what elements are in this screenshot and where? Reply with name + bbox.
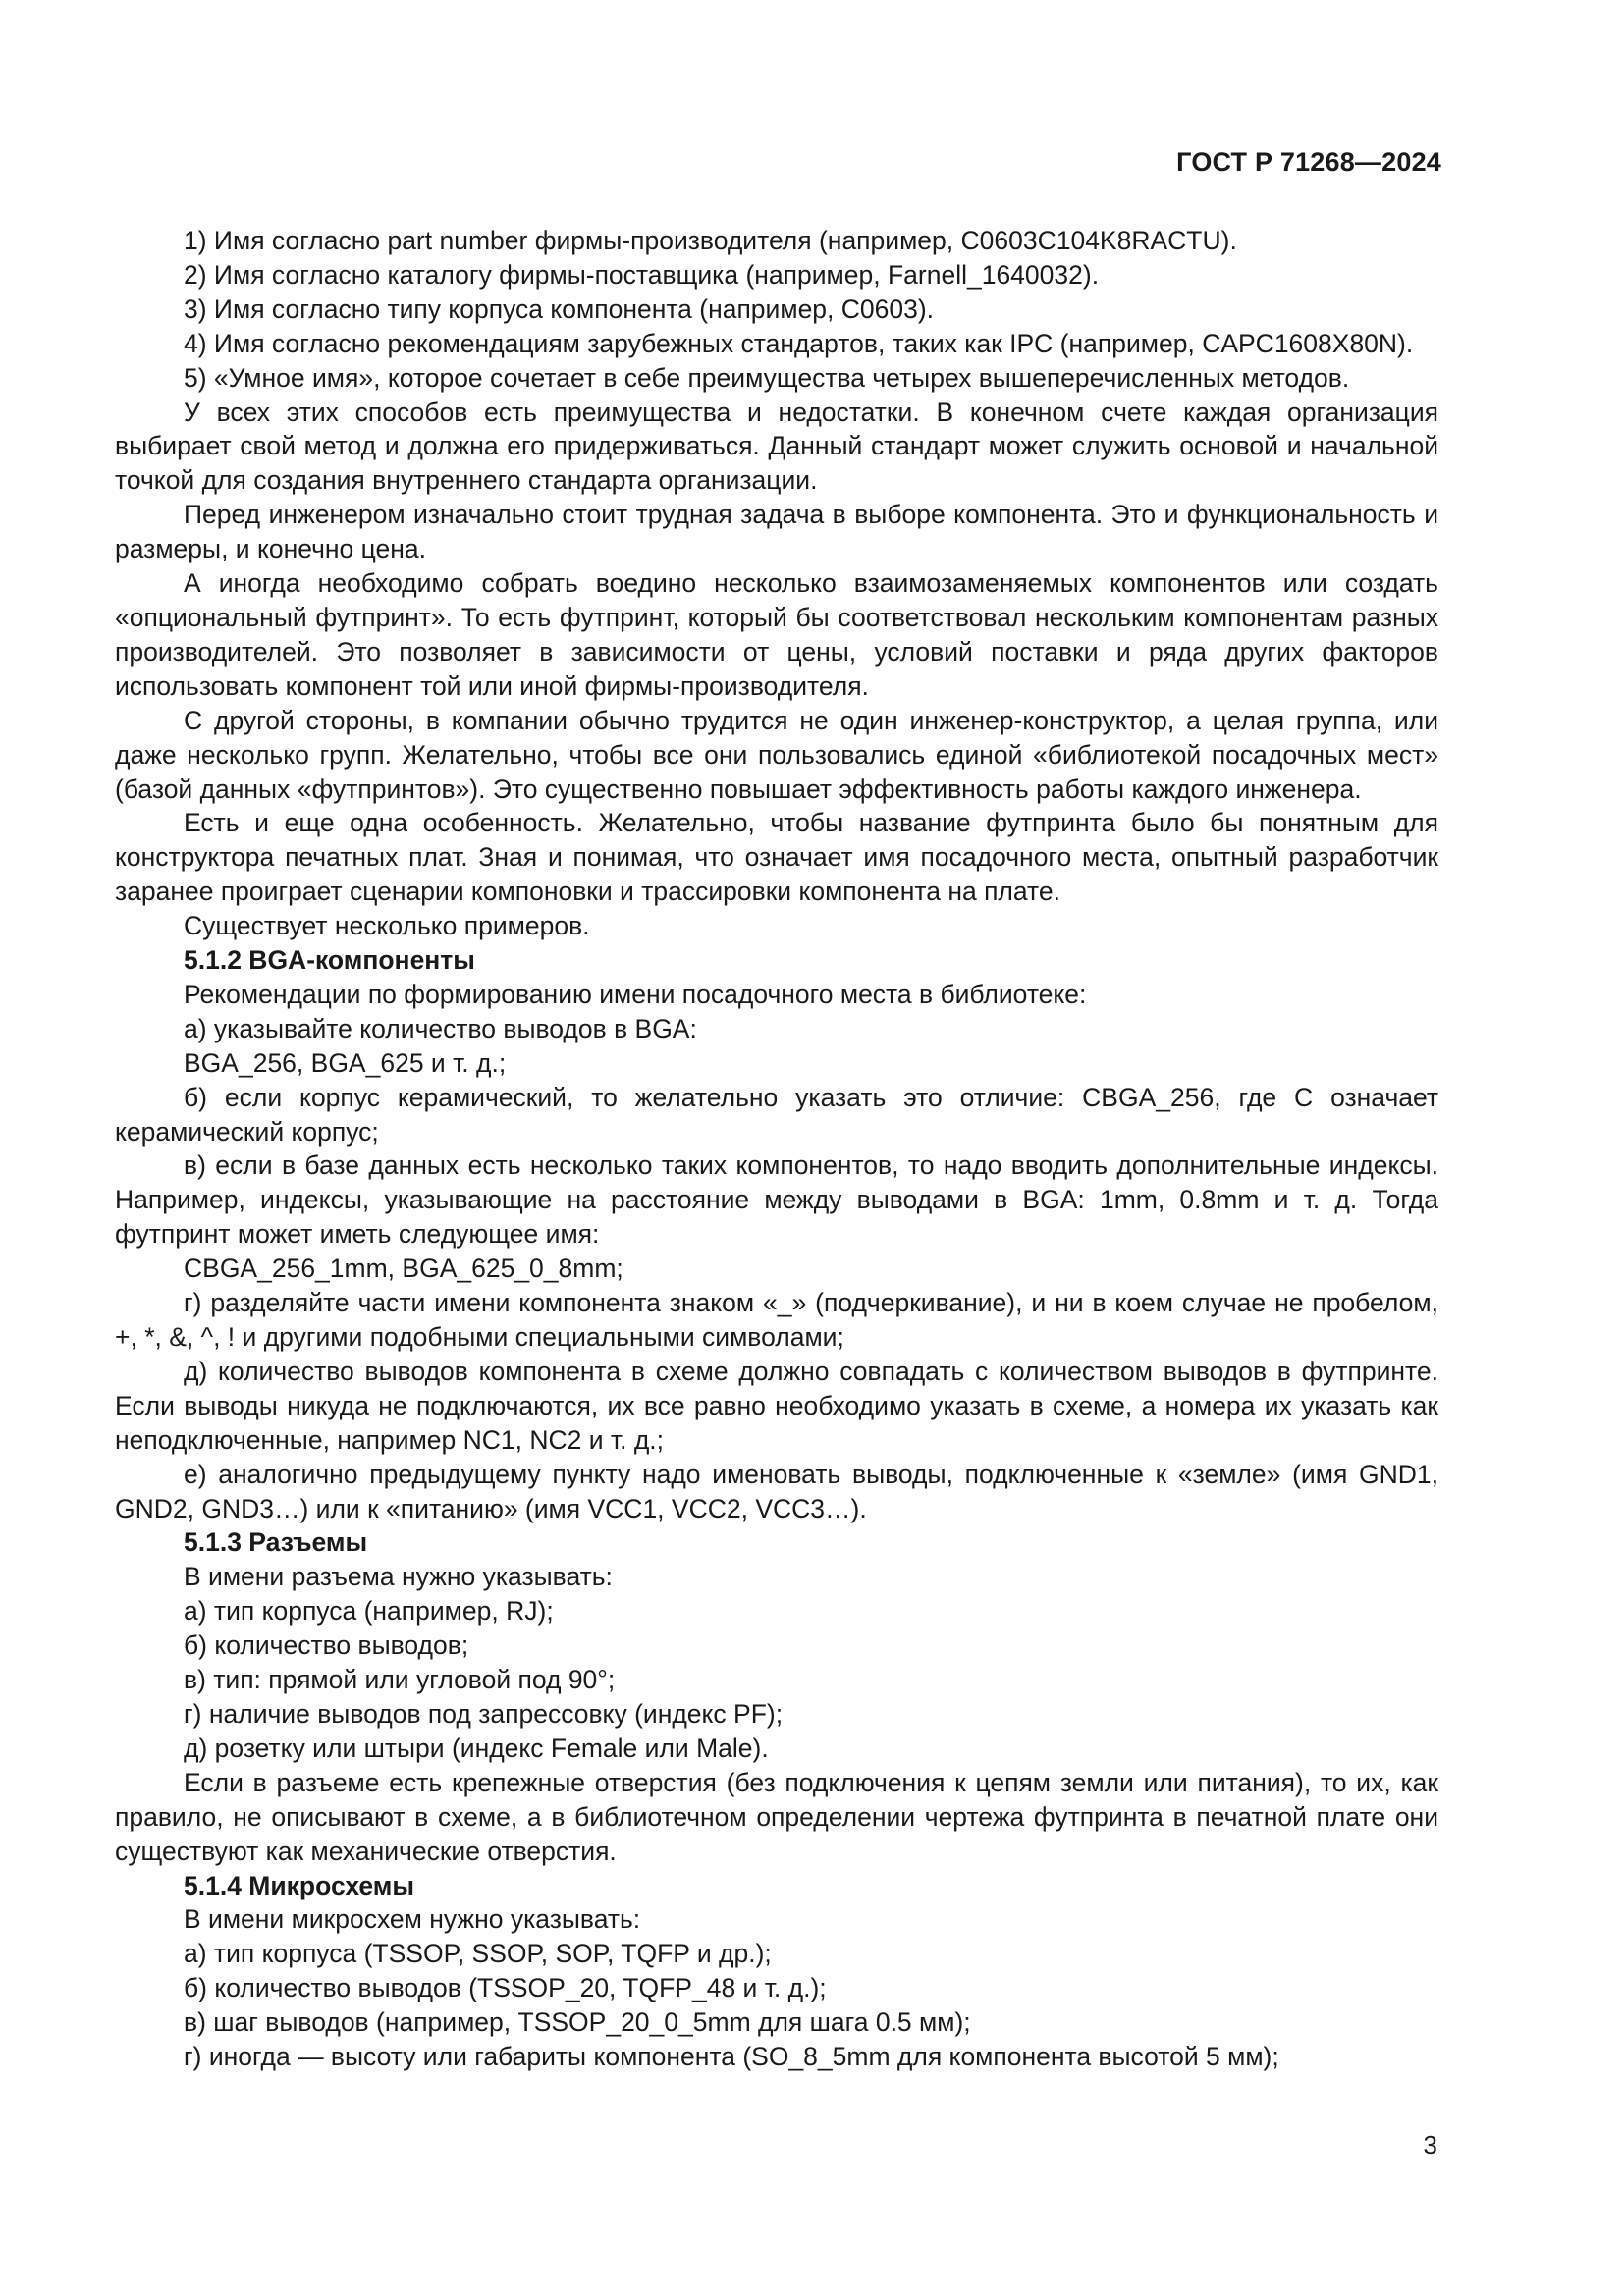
paragraph: в) тип: прямой или угловой под 90°; <box>184 1665 616 1695</box>
paragraph: в) если в базе данных есть несколько таких компонентов, то надо вводить дополнительные индексы. Например, индексы, указывающие на расстояние между выводами в BGA: 1mm, 0.8mm и т. д. Тогда футпринт может иметь следующее имя: <box>115 1150 1438 1250</box>
paragraph: Если в разъеме есть крепежные отверстия (без подключения к цепям земли или питания), то их, как правило, не описывают в схеме, а в библиотечном определении чертежа футпринта в печатной плате они существуют как механические отверстия. <box>115 1767 1438 1866</box>
paragraph: Существует несколько примеров. <box>184 911 590 941</box>
section-heading: 5.1.4 Микросхемы <box>184 1870 415 1900</box>
paragraph: CBGA_256_1mm, BGA_625_0_8mm; <box>184 1254 623 1284</box>
paragraph: Есть и еще одна особенность. Желательно, чтобы название футпринта было бы понятным для конструктора печатных плат. Зная и понимая, что означает имя посадочного места, опытный разработчик заранее проиграет сценарии компоновки и трассировки компонента на плате. <box>115 808 1438 907</box>
paragraph: 4) Имя согласно рекомендациям зарубежных стандартов, таких как IPC (например, CAPC1608X80N). <box>184 328 1414 358</box>
paragraph: а) указывайте количество выводов в BGA: <box>184 1013 697 1043</box>
document-header: ГОСТ Р 71268—2024 <box>1176 147 1441 177</box>
paragraph: Перед инженером изначально стоит трудная задача в выборе компонента. Это и функциональность и размеры, и конечно цена. <box>115 500 1438 564</box>
paragraph: б) количество выводов (TSSOP_20, TQFP_48 и т. д.); <box>184 1973 827 2003</box>
paragraph: а) тип корпуса (TSSOP, SSOP, SOP, TQFP и др.); <box>184 1939 772 1969</box>
paragraph: В имени микросхем нужно указывать: <box>184 1904 641 1935</box>
paragraph: С другой стороны, в компании обычно трудится не один инженер-конструктор, а целая группа, или даже несколько групп. Желательно, чтобы все они пользовались единой «библиотекой посадочных мест» (базой данных «футпринтов»). Это существенно повышает эффективность работы каждого инженера. <box>115 705 1438 804</box>
paragraph: б) количество выводов; <box>184 1630 469 1661</box>
paragraph: А иногда необходимо собрать воедино несколько взаимозаменяемых компонентов или создать «опциональный футпринт». То есть футпринт, который бы соответствовал нескольким компонентам разных производителей. Это позволяет в зависимости от цены, условий поставки и ряда других факторов использовать компонент той или иной фирмы-производителя. <box>115 568 1438 701</box>
paragraph: 1) Имя согласно part number фирмы-производителя (например, C0603C104K8RACTU). <box>184 226 1237 255</box>
paragraph: Рекомендации по формированию имени посадочного места в библиотеке: <box>184 979 1087 1009</box>
document-body <box>115 224 1438 2074</box>
section-heading: 5.1.3 Разъемы <box>184 1527 368 1558</box>
paragraph: д) розетку или штыри (индекс Female или Male). <box>184 1733 769 1763</box>
paragraph: а) тип корпуса (например, RJ); <box>184 1596 554 1627</box>
paragraph: 5) «Умное имя», которое сочетает в себе преимущества четырех вышеперечисленных методов. <box>184 362 1350 393</box>
paragraph: г) наличие выводов под запрессовку (индекс PF); <box>184 1698 784 1729</box>
paragraph: BGA_256, BGA_625 и т. д.; <box>184 1047 507 1078</box>
paragraph: 2) Имя согласно каталогу фирмы-поставщика (например, Farnell_1640032). <box>184 259 1100 290</box>
paragraph: 3) Имя согласно типу корпуса компонента (например, C0603). <box>184 294 935 324</box>
paragraph: е) аналогично предыдущему пункту надо именовать выводы, подключенные к «земле» (имя GND1, GND2, GND3…) или к «питанию» (имя VCC1, VCC2, VCC3…). <box>115 1459 1438 1523</box>
page-number: 3 <box>1423 2130 1437 2160</box>
paragraph: д) количество выводов компонента в схеме должно совпадать с количеством выводов в футпринте. Если выводы никуда не подключаются, их все равно необходимо указать в схеме, а номера их указать как неподключенные, например NC1, NC2 и т. д.; <box>115 1356 1438 1455</box>
paragraph: б) если корпус керамический, то желательно указать это отличие: CBGA_256, где C означает керамический корпус; <box>115 1082 1438 1147</box>
paragraph: г) разделяйте части имени компонента знаком «_» (подчеркивание), и ни в коем случае не пробелом, +, *, &, ^, ! и другими подобными специальными символами; <box>115 1288 1438 1352</box>
paragraph: В имени разъема нужно указывать: <box>184 1562 613 1592</box>
paragraph: в) шаг выводов (например, TSSOP_20_0_5mm для шага 0.5 мм); <box>184 2007 971 2038</box>
section-heading: 5.1.2 BGA-компоненты <box>184 945 475 976</box>
paragraph: г) иногда — высоту или габариты компонента (SO_8_5mm для компонента высотой 5 мм); <box>184 2042 1279 2072</box>
paragraph: У всех этих способов есть преимущества и недостатки. В конечном счете каждая организация выбирает свой метод и должна его придерживаться. Данный стандарт может служить основой и начальной точкой для создания внутреннего стандарта организации. <box>115 397 1438 496</box>
